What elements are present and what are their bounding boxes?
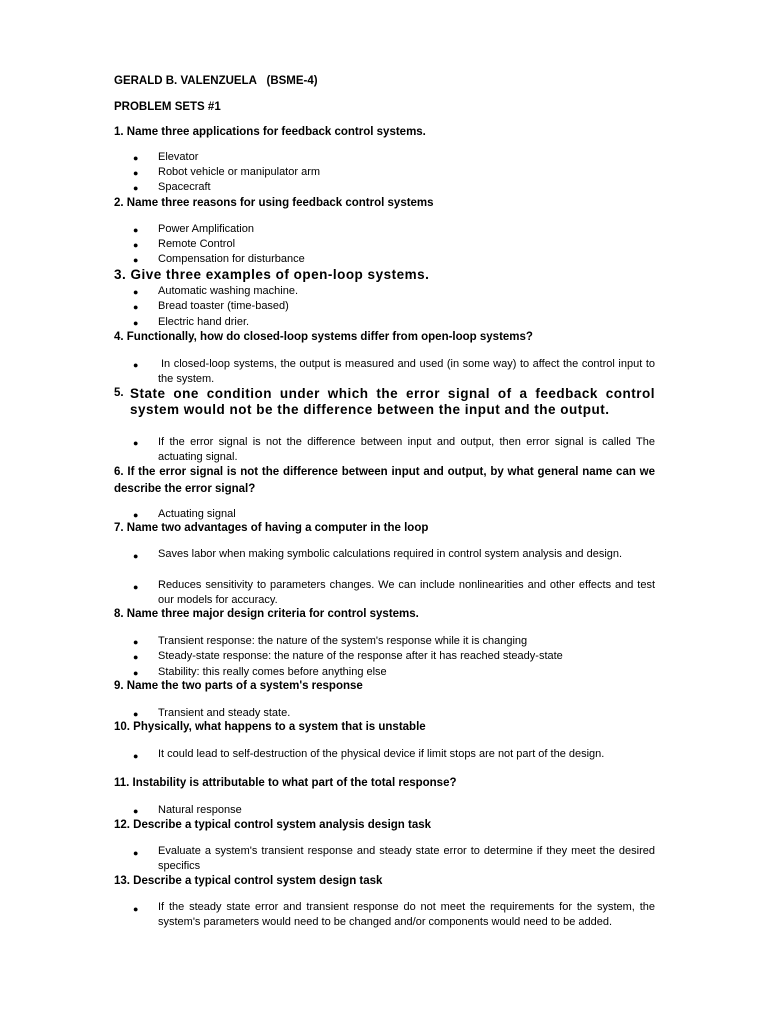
bullet-icon: ● — [133, 582, 139, 592]
author-name: GERALD B. VALENZUELA — [114, 75, 257, 87]
question-12: 12. Describe a typical control system analysis design task — [114, 819, 432, 831]
question-13: 13. Describe a typical control system design task — [114, 875, 383, 887]
bullet-icon: ● — [133, 168, 139, 178]
question-2: 2. Name three reasons for using feedback control systems — [114, 197, 434, 209]
bullet-icon: ● — [133, 751, 139, 761]
answer-2-3: Compensation for disturbance — [158, 253, 305, 265]
answer-8-3: Stability: this really comes before anything else — [158, 666, 387, 678]
question-5: State one condition under which the error signal of a feedback control system would not be the difference between the input and the output. — [130, 386, 655, 417]
answer-5-1: If the error signal is not the difference between input and output, then error signal is called The actuating signal. — [158, 436, 655, 463]
answer-8-2: Steady-state response: the nature of the response after it has reached steady-state — [158, 650, 563, 662]
bullet-icon: ● — [133, 438, 139, 448]
question-5-number: 5. — [114, 387, 124, 399]
answer-1-3: Spacecraft — [158, 181, 211, 193]
question-11: 11. Instability is attributable to what part of the total response? — [114, 777, 457, 789]
answer-6-1: Actuating signal — [158, 508, 236, 520]
question-9: 9. Name the two parts of a system's response — [114, 680, 363, 692]
bullet-icon: ● — [133, 668, 139, 678]
question-4: 4. Functionally, how do closed-loop systems differ from open-loop systems? — [114, 331, 533, 343]
answer-12-1: Evaluate a system's transient response and steady state error to determine if they meet the desired specifics — [158, 845, 655, 872]
bullet-icon: ● — [133, 551, 139, 561]
bullet-icon: ● — [133, 652, 139, 662]
answer-9-1: Transient and steady state. — [158, 707, 291, 719]
bullet-icon: ● — [133, 510, 139, 520]
bullet-icon: ● — [133, 637, 139, 647]
question-8: 8. Name three major design criteria for control systems. — [114, 608, 419, 620]
answer-3-1: Automatic washing machine. — [158, 285, 299, 297]
bullet-icon: ● — [133, 360, 139, 370]
question-7: 7. Name two advantages of having a computer in the loop — [114, 522, 429, 534]
author-line — [114, 75, 318, 87]
answer-2-2: Remote Control — [158, 238, 236, 250]
question-6: 6. If the error signal is not the difference between input and output, by what general name can we describe the error signal? — [114, 466, 655, 495]
answer-8-1: Transient response: the nature of the system's response while it is changing — [158, 635, 528, 647]
question-3: 3. Give three examples of open-loop systems. — [114, 267, 430, 282]
answer-11-1: Natural response — [158, 804, 242, 816]
question-1: 1. Name three applications for feedback control systems. — [114, 126, 426, 138]
answer-10-1: It could lead to self-destruction of the physical device if limit stops are not part of the design. — [158, 748, 605, 760]
bullet-icon: ● — [133, 848, 139, 858]
bullet-icon: ● — [133, 240, 139, 250]
answer-7-1: Saves labor when making symbolic calculations required in control system analysis and design. — [158, 548, 623, 560]
bullet-icon: ● — [133, 904, 139, 914]
bullet-icon: ● — [133, 709, 139, 719]
answer-4-1: In closed-loop systems, the output is measured and used (in some way) to affect the control input to the system. — [158, 358, 655, 385]
bullet-icon: ● — [133, 287, 139, 297]
bullet-icon: ● — [133, 183, 139, 193]
answer-13-1: If the steady state error and transient response do not meet the requirements for the system, the system's parameters would need to be changed and/or components would need to be added. — [158, 901, 655, 928]
answer-1-2: Robot vehicle or manipulator arm — [158, 166, 321, 178]
bullet-icon: ● — [133, 806, 139, 816]
answer-7-2: Reduces sensitivity to parameters changes. We can include nonlinearities and other effects and test our models for accuracy. — [158, 579, 655, 606]
question-10: 10. Physically, what happens to a system that is unstable — [114, 721, 426, 733]
document-title: PROBLEM SETS #1 — [114, 101, 221, 113]
course-code: (BSME-4) — [266, 75, 318, 87]
bullet-icon: ● — [133, 318, 139, 328]
answer-3-2: Bread toaster (time-based) — [158, 300, 289, 312]
bullet-icon: ● — [133, 302, 139, 312]
bullet-icon: ● — [133, 153, 139, 163]
answer-1-1: Elevator — [158, 151, 199, 163]
answer-2-1: Power Amplification — [158, 223, 254, 235]
bullet-icon: ● — [133, 225, 139, 235]
bullet-icon: ● — [133, 255, 139, 265]
answer-3-3: Electric hand drier. — [158, 316, 250, 328]
